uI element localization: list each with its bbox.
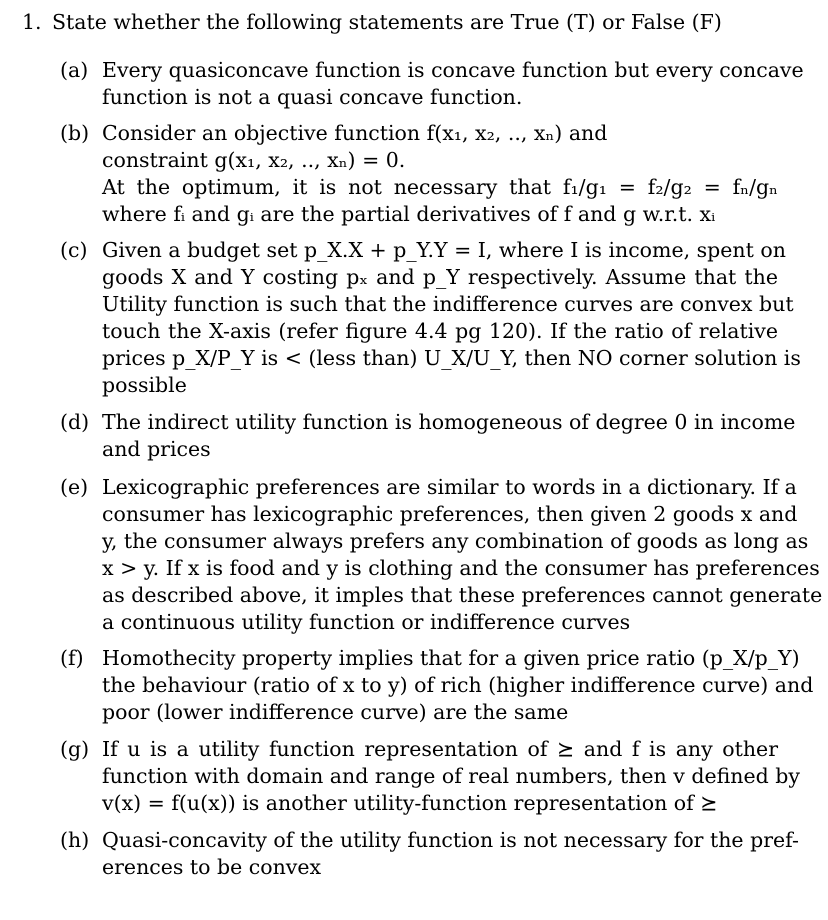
statement-item	[60, 120, 780, 228]
statement-text-line: v(x) = f(u(x)) is another utility-function representation of ⪰	[102, 791, 718, 815]
statement-text-line: where fᵢ and gᵢ are the partial derivatives of f and g w.r.t. xᵢ	[102, 202, 716, 226]
statement-text-line: constraint g(x₁, x₂, .., xₙ) = 0.	[102, 148, 406, 172]
statement-text-line: goods X and Y costing pₓ and p_Y respectively. Assume that the	[102, 265, 778, 289]
statement-text-line: Quasi-concavity of the utility function is not necessary for the pref-	[102, 828, 799, 852]
statement-text-line: At the optimum, it is not necessary that f₁/g₁ = f₂/g₂ = fₙ/gₙ	[102, 175, 778, 199]
statement-text-line: function with domain and range of real numbers, then v defined by	[102, 764, 800, 788]
statement-text-line: Consider an objective function f(x₁, x₂, .., xₙ) and	[102, 121, 608, 145]
statement-item	[60, 827, 799, 881]
statement-label: (a)	[60, 58, 89, 82]
statement-text-line: The indirect utility function is homogeneous of degree 0 in income	[102, 410, 796, 434]
statement-label: (h)	[60, 828, 90, 852]
statement-text-line: erences to be convex	[102, 855, 322, 879]
statement-label: (g)	[60, 737, 90, 761]
statement-text-line: Homothecity property implies that for a given price ratio (p_X/p_Y)	[102, 646, 800, 670]
statement-text-line: as described above, it imples that these preferences cannot generate	[102, 583, 823, 607]
statement-label: (d)	[60, 410, 90, 434]
statement-label: (c)	[60, 238, 88, 262]
statement-item	[60, 645, 814, 726]
statement-text-line: the behaviour (ratio of x to y) of rich (higher indifference curve) and	[102, 673, 814, 697]
question-heading	[22, 9, 722, 36]
statement-text-line: Lexicographic preferences are similar to words in a dictionary. If a	[102, 475, 797, 499]
statement-text-line: prices p_X/P_Y is < (less than) U_X/U_Y, then NO corner solution is	[102, 346, 801, 370]
statement-item	[60, 474, 823, 636]
statement-text-line: touch the X-axis (refer figure 4.4 pg 120). If the ratio of relative	[102, 319, 778, 343]
statement-item	[60, 736, 800, 817]
statement-label: (e)	[60, 475, 89, 499]
statement-text-line: and prices	[102, 437, 211, 461]
statement-label: (b)	[60, 121, 90, 145]
statement-item	[60, 409, 796, 463]
statement-text-line: Every quasiconcave function is concave function but every concave	[102, 58, 804, 82]
statement-text-line: a continuous utility function or indifference curves	[102, 610, 631, 634]
statement-text-line: If u is a utility function representation of ⪰ and f is any other	[102, 737, 778, 761]
statement-text-line: y, the consumer always prefers any combination of goods as long as	[102, 529, 809, 553]
statement-text-line: function is not a quasi concave function.	[102, 85, 523, 109]
statement-text-line: Given a budget set p_X.X + p_Y.Y = I, where I is income, spent on	[102, 238, 786, 262]
statement-text-line: poor (lower indifference curve) are the same	[102, 700, 569, 724]
statement-item	[60, 237, 801, 399]
question-number: 1.	[22, 10, 42, 34]
question-text: State whether the following statements are True (T) or False (F)	[52, 10, 722, 34]
statement-text-line: x > y. If x is food and y is clothing and the consumer has preferences	[102, 556, 820, 580]
statement-text-line: consumer has lexicographic preferences, then given 2 goods x and	[102, 502, 798, 526]
statement-label: (f)	[60, 646, 84, 670]
statement-item	[60, 57, 804, 111]
statement-text-line: possible	[102, 373, 187, 397]
statement-text-line: Utility function is such that the indifference curves are convex but	[102, 292, 794, 316]
